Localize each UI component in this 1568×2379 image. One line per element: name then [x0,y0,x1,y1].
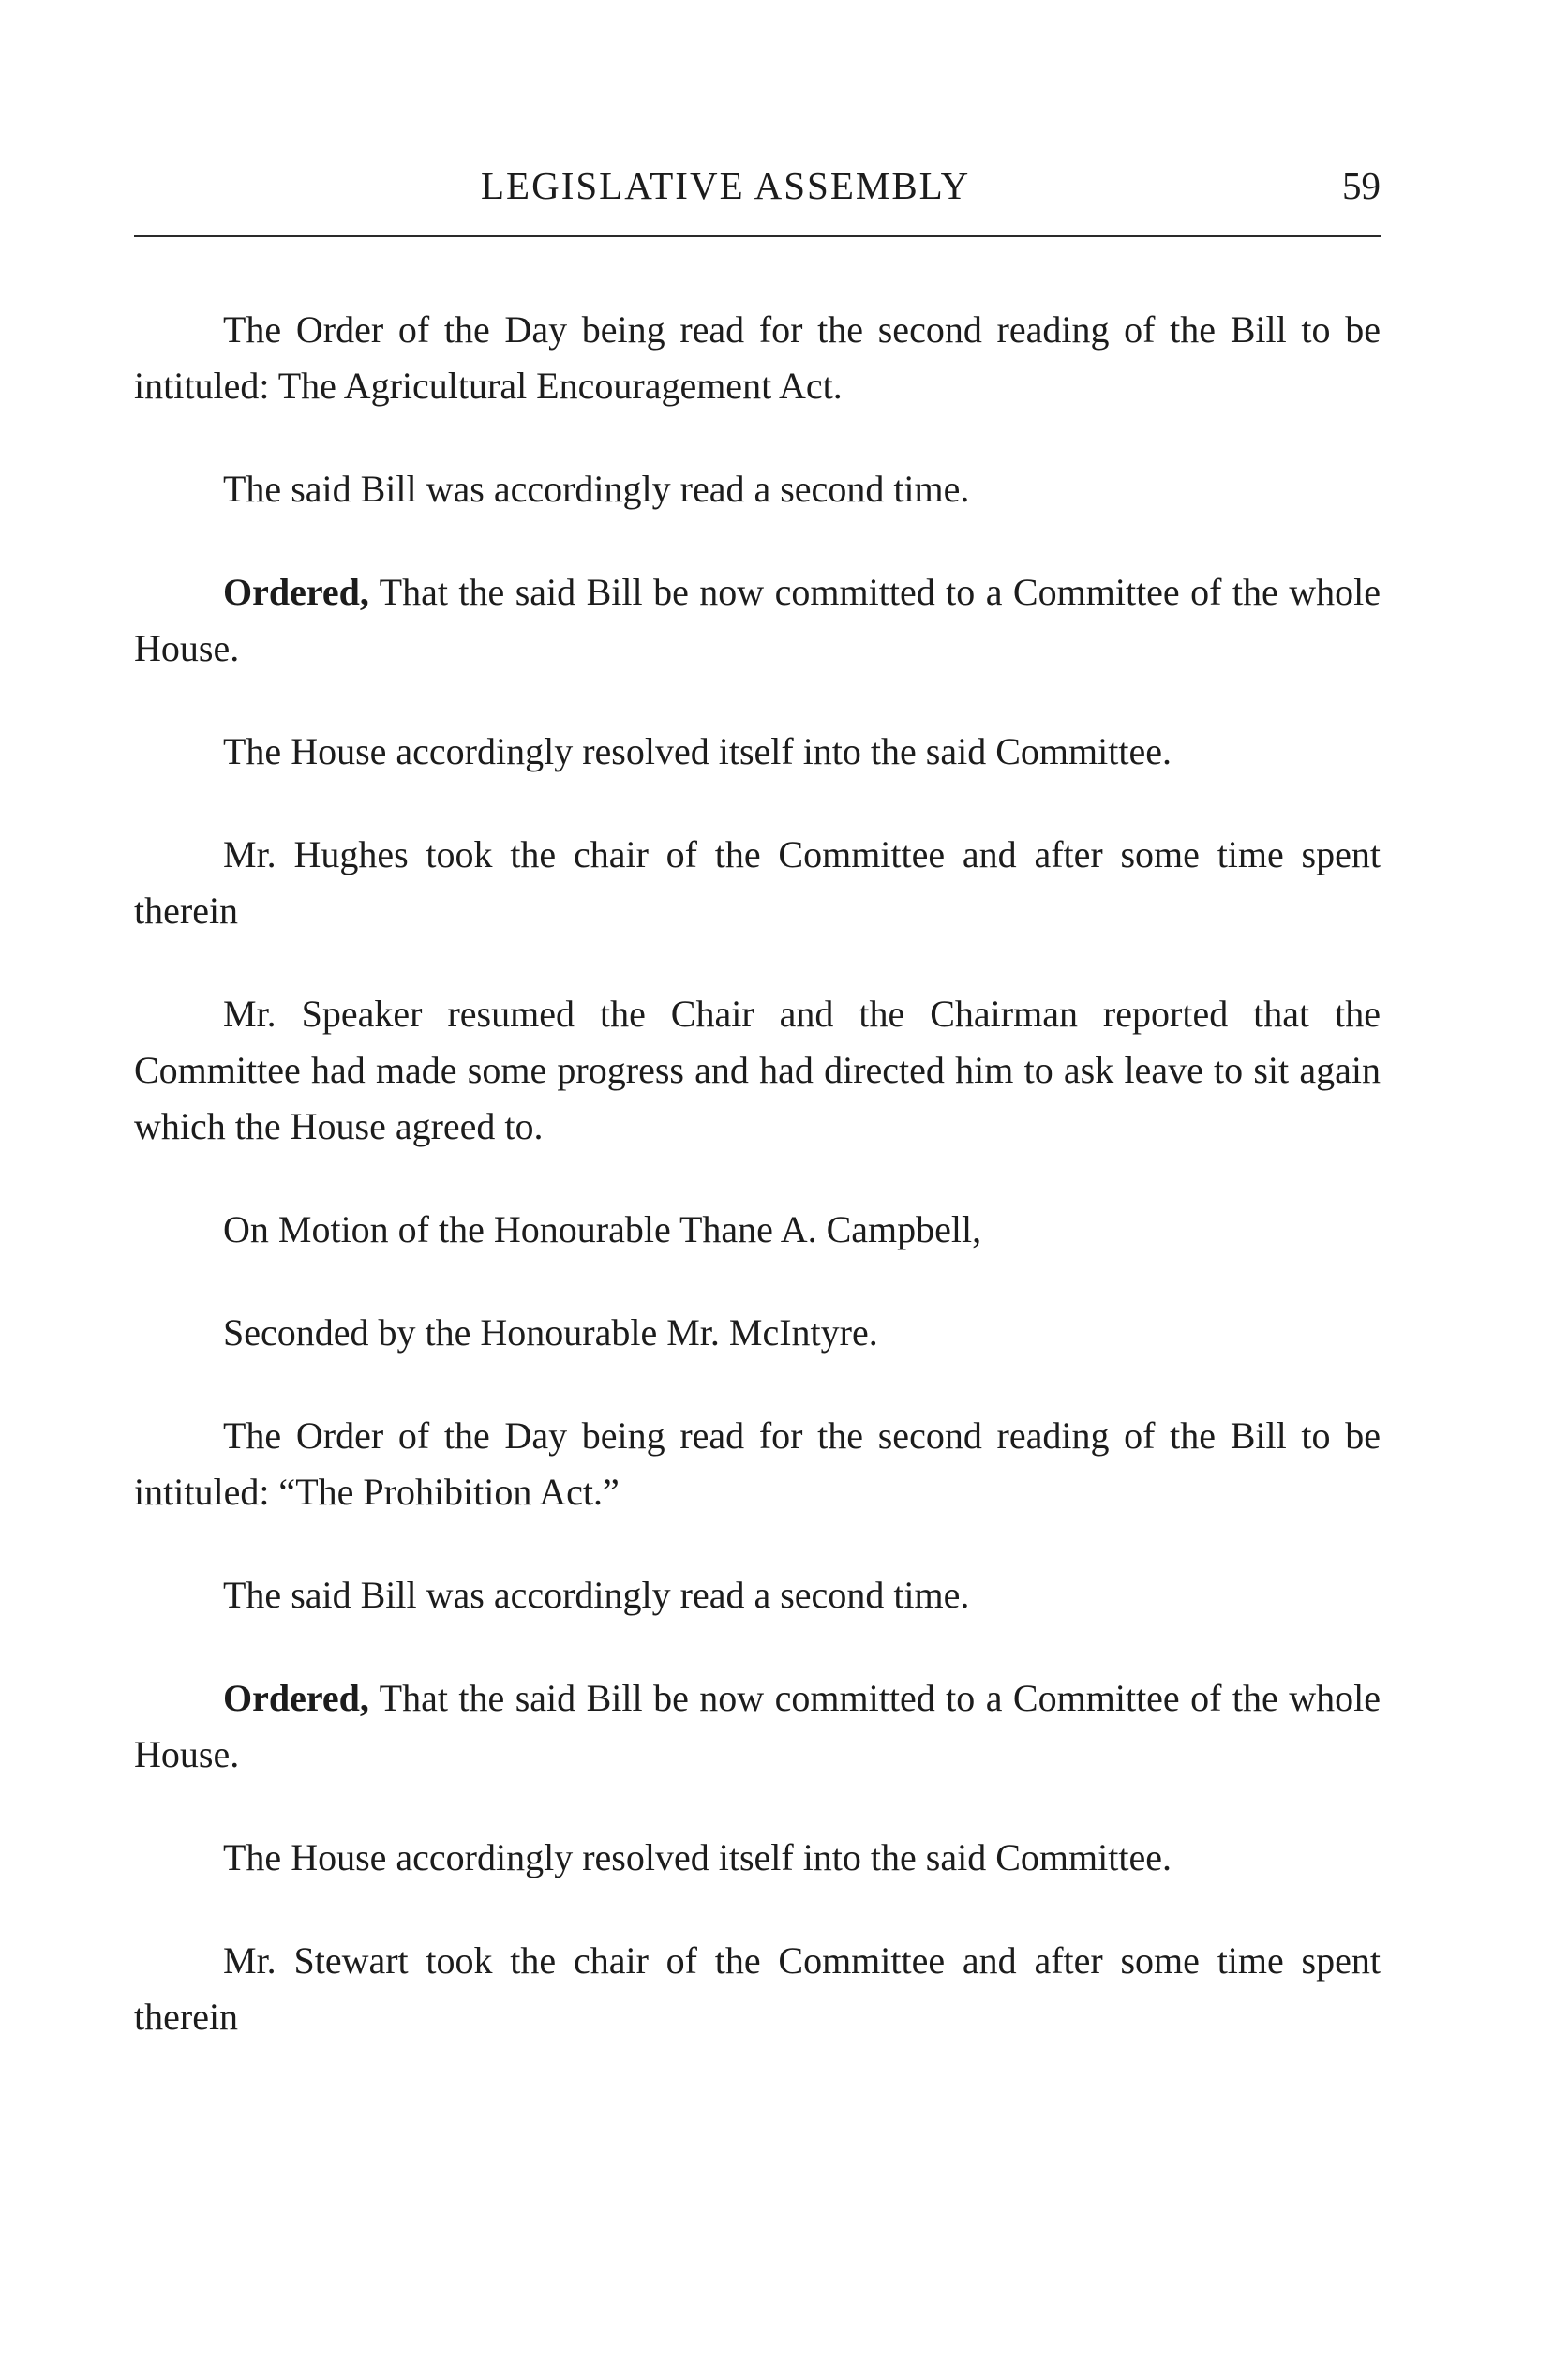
paragraph-second-reading-2 [134,1567,1381,1623]
paragraph-text: Mr. Hughes took the chair of the Committee and after some time spent therein [134,833,1381,932]
paragraph-second-reading [134,461,1381,517]
paragraph-prohibition-order [134,1408,1381,1520]
paragraph-text: The House accordingly resolved itself into the said Committee. [223,730,1172,772]
paragraph-hughes-chair [134,827,1381,939]
ordered-label: Ordered, [223,571,369,613]
page-number: 59 [1342,164,1381,207]
paragraph-text: Mr. Speaker resumed the Chair and the Chairman reported that the Committee had made some progress and had directed him to ask leave to sit again which the House agreed to. [134,993,1381,1147]
paragraph-text: The Order of the Day being read for the second reading of the Bill to be intituled: “The Prohibition Act.” [134,1414,1381,1513]
paragraph-motion [134,1202,1381,1258]
paragraph-seconded [134,1305,1381,1361]
paragraph-speaker-resumed [134,986,1381,1155]
paragraph-text: That the said Bill be now committed to a Committee of the whole House. [134,571,1381,669]
paragraph-ordered-committed-2 [134,1670,1381,1783]
ordered-label: Ordered, [223,1677,369,1719]
paragraph-house-resolved-2 [134,1830,1381,1886]
paragraph-stewart-chair [134,1933,1381,2045]
paragraph-agricultural-order [134,302,1381,414]
body-text [134,302,1381,2045]
paragraph-text: The House accordingly resolved itself into the said Committee. [223,1836,1172,1878]
page-header [134,163,1381,219]
paragraph-text: The said Bill was accordingly read a second time. [223,1574,970,1616]
paragraph-ordered-committed [134,564,1381,677]
paragraph-house-resolved [134,724,1381,780]
paragraph-text: On Motion of the Honourable Thane A. Campbell, [223,1208,982,1250]
header-rule [134,235,1381,237]
paragraph-text: Seconded by the Honourable Mr. McIntyre. [223,1311,878,1354]
paragraph-text: The said Bill was accordingly read a second time. [223,468,970,510]
running-title: LEGISLATIVE ASSEMBLY [481,164,971,207]
paragraph-text: Mr. Stewart took the chair of the Committee and after some time spent therein [134,1939,1381,2038]
paragraph-text: That the said Bill be now committed to a Committee of the whole House. [134,1677,1381,1775]
paragraph-text: The Order of the Day being read for the second reading of the Bill to be intituled: The Agricultural Encouragement Act. [134,308,1381,407]
